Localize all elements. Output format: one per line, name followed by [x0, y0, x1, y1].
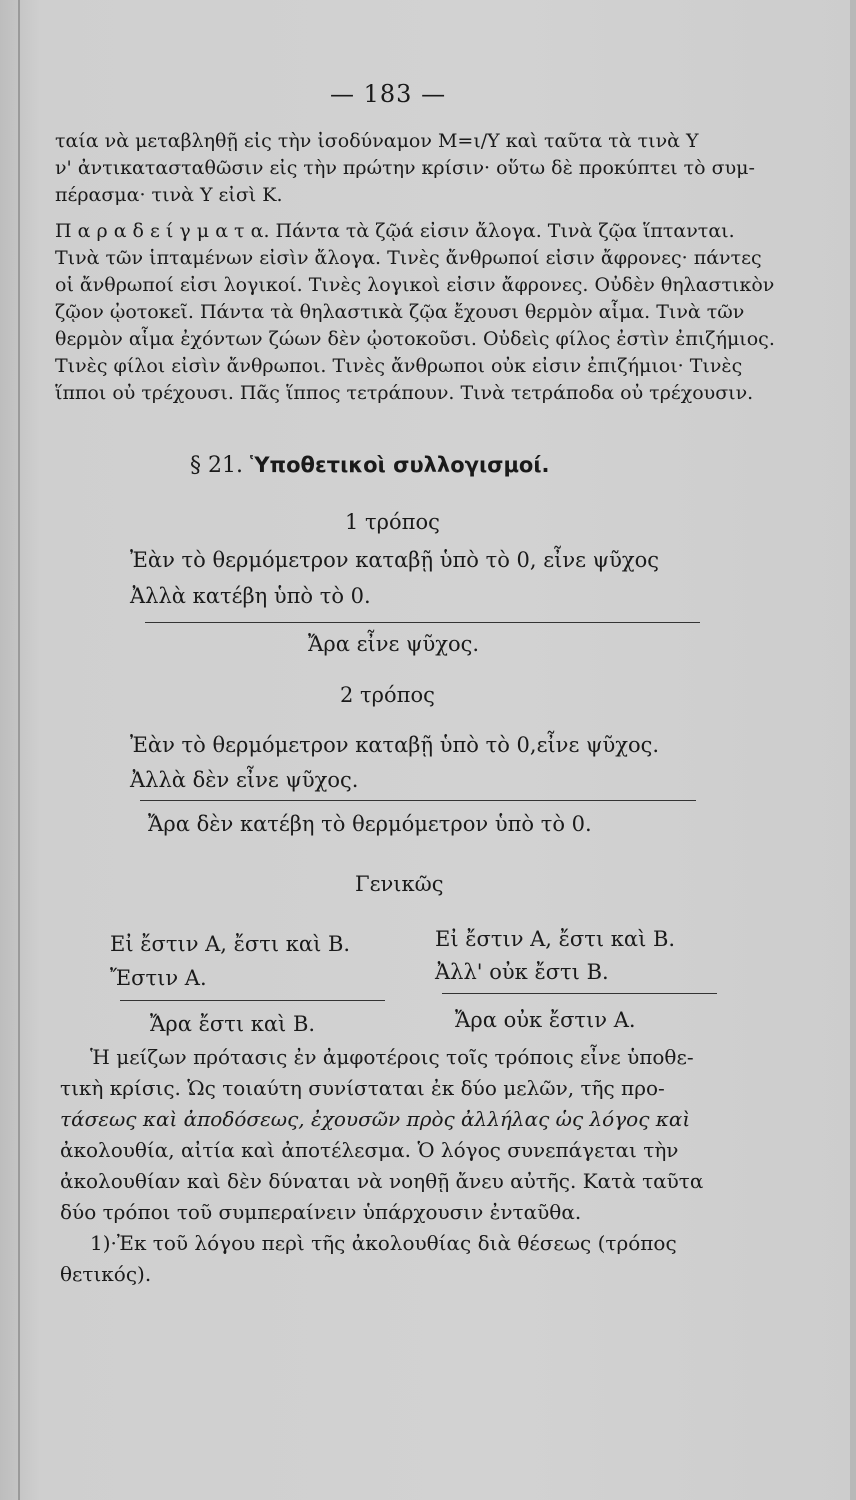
general-right-premise1: Εἰ ἔστιν Α, ἔστι καὶ Β. — [435, 927, 676, 951]
general-left-rule — [120, 1000, 385, 1001]
examples-line: Τινὲς φίλοι εἰσὶν ἄνθρωποι. Τινὲς ἄνθρωποι οὐκ εἰσιν ἐπιζήμιοι· Τινὲς — [55, 355, 743, 377]
closing-line: ἀκολουθίαν καὶ δὲν δύναται νὰ νοηθῇ ἄνευ αὐτῆς. Κατὰ ταῦτα — [60, 1169, 704, 1193]
examples-line: ἵπποι οὐ τρέχουσι. Πᾶς ἵππος τετράπουν. Τινὰ τετράποδα οὐ τρέχουσιν. — [55, 382, 754, 404]
mode1-rule — [145, 622, 700, 623]
mode1-conclusion: Ἄρα εἶνε ψῦχος. — [308, 632, 480, 656]
examples-line: Π α ρ α δ ε ί γ μ α τ α. Πάντα τὰ ζῷά εἰσιν ἄλογα. Τινὰ ζῷα ἵπτανται. — [55, 220, 735, 242]
mode2-conclusion: Ἄρα δὲν κατέβη τὸ θερμόμετρον ὑπὸ τὸ 0. — [148, 812, 592, 836]
general-right-premise2: Ἀλλ' οὐκ ἔστι Β. — [435, 960, 609, 984]
mode2-label: 2 τρόπος — [340, 683, 435, 707]
mode1-label: 1 τρόπος — [345, 510, 440, 534]
closing-line: ἀκολουθία, αἰτία καὶ ἀποτέλεσμα. Ὁ λόγος συνεπάγεται τὴν — [60, 1138, 679, 1162]
general-left-premise2: Ἔστιν Α. — [110, 966, 207, 990]
examples-line: ζῷον ᾠοτοκεῖ. Πάντα τὰ θηλαστικὰ ζῷα ἔχουσι θερμὸν αἷμα. Τινὰ τῶν — [55, 301, 745, 323]
general-left-conclusion: Ἄρα ἔστι καὶ Β. — [150, 1012, 316, 1036]
examples-line: οἱ ἄνθρωποί εἰσι λογικοί. Τινὲς λογικοὶ εἰσιν ἄφρονες. Οὐδὲν θηλαστικὸν — [55, 274, 775, 296]
general-label: Γενικῶς — [355, 872, 444, 896]
page-edge — [850, 0, 856, 1500]
section-heading — [190, 453, 550, 478]
general-left-premise1: Εἰ ἔστιν Α, ἔστι καὶ Β. — [110, 932, 351, 956]
page-number: — 183 — — [330, 80, 447, 108]
mode2-premise2: Ἀλλὰ δὲν εἶνε ψῦχος. — [130, 768, 359, 792]
closing-line: δύο τρόποι τοῦ συμπεραίνειν ὑπάρχουσιν ἐνταῦθα. — [60, 1200, 582, 1224]
intro-line: ν' ἀντικατασταθῶσιν εἰς τὴν πρώτην κρίσιν· οὕτω δὲ προκύπτει τὸ συμ- — [55, 157, 755, 179]
examples-line: Τινὰ τῶν ἱπταμένων εἰσὶν ἄλογα. Τινὲς ἄνθρωποί εἰσιν ἄφρονες· πάντες — [55, 247, 762, 269]
intro-paragraph — [55, 128, 775, 209]
examples-paragraph — [55, 218, 775, 407]
general-right-rule — [442, 993, 717, 994]
closing-line: τάσεως καὶ ἀποδόσεως, ἐχουσῶν πρὸς ἀλλήλας ὡς λόγος καὶ — [60, 1107, 691, 1131]
mode2-rule — [140, 800, 696, 801]
closing-line: Ἡ μείζων πρότασις ἐν ἀμφοτέροις τοῖς τρόποις εἶνε ὑποθε- — [90, 1045, 694, 1069]
mode2-premise1: Ἐὰν τὸ θερμόμετρον καταβῇ ὑπὸ τὸ 0,εἶνε ψῦχος. — [130, 733, 660, 757]
section-title: Ὑποθετικοὶ συλλογισμοί. — [249, 453, 550, 477]
closing-line: τικὴ κρίσις. Ὡς τοιαύτη συνίσταται ἐκ δύο μελῶν, τῆς προ- — [60, 1076, 665, 1100]
closing-line: 1)·Ἐκ τοῦ λόγου περὶ τῆς ἀκολουθίας διὰ θέσεως (τρόπος — [90, 1231, 677, 1255]
examples-line: θερμὸν αἷμα ἐχόντων ζώων δὲν ᾠοτοκοῦσι. Οὐδεὶς φίλος ἐστὶν ἐπιζήμιος. — [55, 328, 775, 350]
binding-edge — [18, 0, 20, 1500]
intro-line: πέρασμα· τινὰ Υ εἰσὶ Κ. — [55, 184, 283, 206]
mode1-premise1: Ἐὰν τὸ θερμόμετρον καταβῇ ὑπὸ τὸ 0, εἶνε ψῦχος — [130, 548, 660, 572]
intro-line: ταία νὰ μεταβληθῇ εἰς τὴν ἰσοδύναμον Μ=ι/Υ καὶ ταῦτα τὰ τινὰ Υ — [55, 130, 699, 152]
closing-paragraph — [60, 1042, 760, 1290]
section-number: § 21. — [190, 453, 243, 478]
closing-line: θετικός). — [60, 1262, 152, 1286]
mode1-premise2: Ἀλλὰ κατέβη ὑπὸ τὸ 0. — [130, 584, 371, 608]
general-right-conclusion: Ἄρα οὐκ ἔστιν Α. — [455, 1008, 636, 1032]
